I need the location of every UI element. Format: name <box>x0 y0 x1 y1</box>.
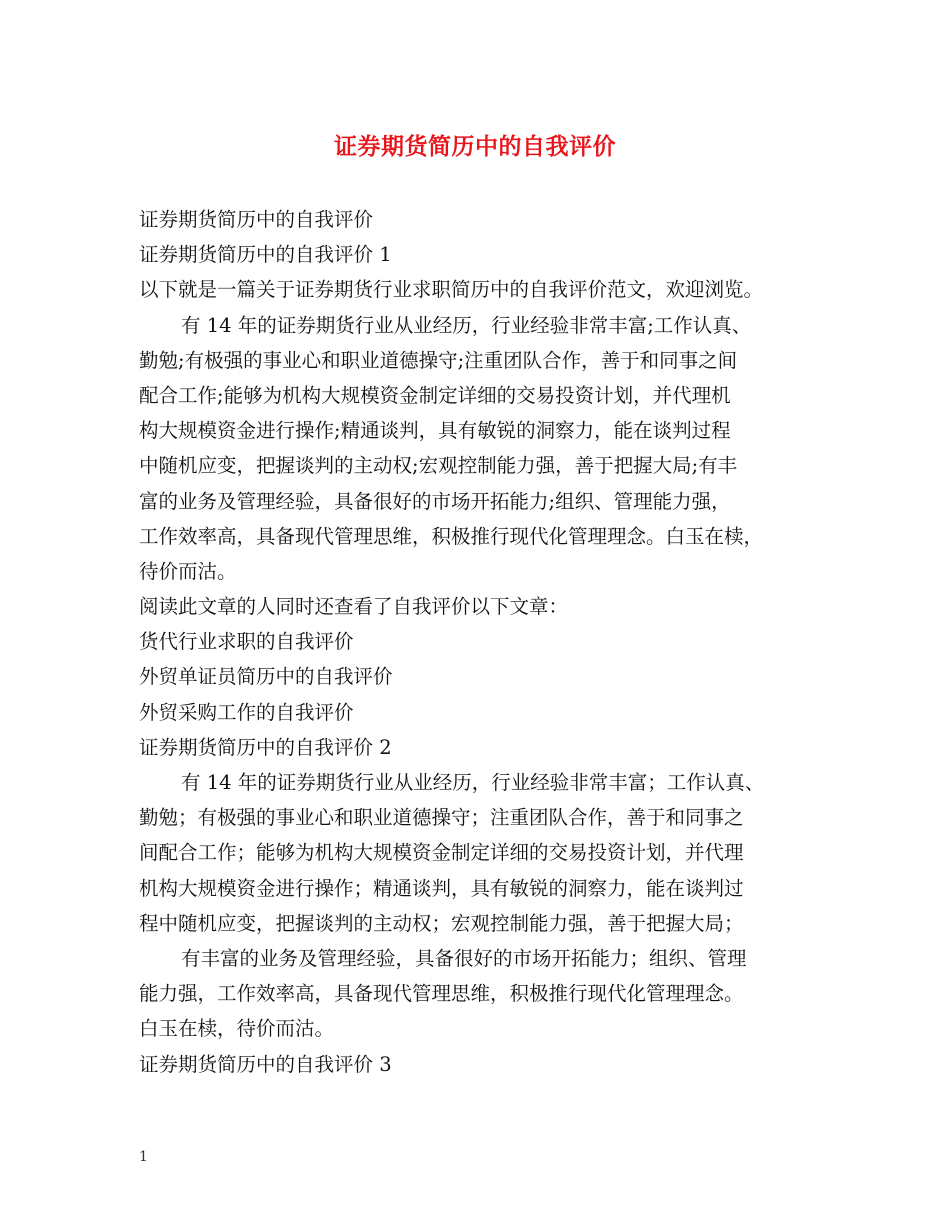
body-line: 外贸采购工作的自我评价 <box>139 700 354 724</box>
body-line: 证券期货简历中的自我评价 2 <box>139 735 392 759</box>
body-line: 中随机应变，把握谈判的主动权;宏观控制能力强，善于把握大局;有丰 <box>139 454 738 478</box>
page-number: 1 <box>139 1149 148 1165</box>
body-line: 外贸单证员简历中的自我评价 <box>139 665 393 689</box>
body-line: 有 14 年的证券期货行业从业经历，行业经验非常丰富;工作认真、 <box>181 313 752 337</box>
body-line: 勤勉;有极强的事业心和职业道德操守;注重团队合作，善于和同事之间 <box>139 348 738 372</box>
body-line: 有丰富的业务及管理经验，具备很好的市场开拓能力；组织、管理 <box>181 946 747 970</box>
body-line: 程中随机应变，把握谈判的主动权；宏观控制能力强，善于把握大局； <box>139 911 744 935</box>
body-line: 勤勉；有极强的事业心和职业道德操守；注重团队合作，善于和同事之 <box>139 806 744 830</box>
document-title: 证券期货简历中的自我评价 <box>334 133 616 160</box>
body-line: 证券期货简历中的自我评价 <box>139 208 374 231</box>
body-line: 待价而沽。 <box>139 559 237 583</box>
body-line: 富的业务及管理经验，具备很好的市场开拓能力;组织、管理能力强， <box>139 489 731 513</box>
document-body <box>139 202 829 1082</box>
body-line: 证券期货简历中的自我评价 1 <box>139 243 392 267</box>
body-line: 有 14 年的证券期货行业从业经历，行业经验非常丰富；工作认真、 <box>181 771 765 794</box>
body-line: 阅读此文章的人同时还查看了自我评价以下文章： <box>139 595 569 619</box>
body-line: 白玉在椟，待价而沽。 <box>139 1017 335 1041</box>
body-line: 构大规模资金进行操作;精通谈判，具有敏锐的洞察力，能在谈判过程 <box>139 419 731 443</box>
body-line: 机构大规模资金进行操作；精通谈判，具有敏锐的洞察力，能在谈判过 <box>139 876 744 900</box>
body-line: 配合工作;能够为机构大规模资金制定详细的交易投资计划，并代理机 <box>139 383 731 407</box>
body-line: 工作效率高，具备现代管理思维，积极推行现代化管理理念。白玉在椟， <box>139 524 764 548</box>
body-line: 以下就是一篇关于证券期货行业求职简历中的自我评价范文，欢迎浏览。 <box>139 278 764 302</box>
body-line: 证券期货简历中的自我评价 3 <box>139 1052 392 1076</box>
body-line: 能力强，工作效率高，具备现代管理思维，积极推行现代化管理理念。 <box>139 982 744 1006</box>
body-line: 货代行业求职的自我评价 <box>139 630 354 654</box>
body-line: 间配合工作；能够为机构大规模资金制定详细的交易投资计划，并代理 <box>139 841 744 865</box>
